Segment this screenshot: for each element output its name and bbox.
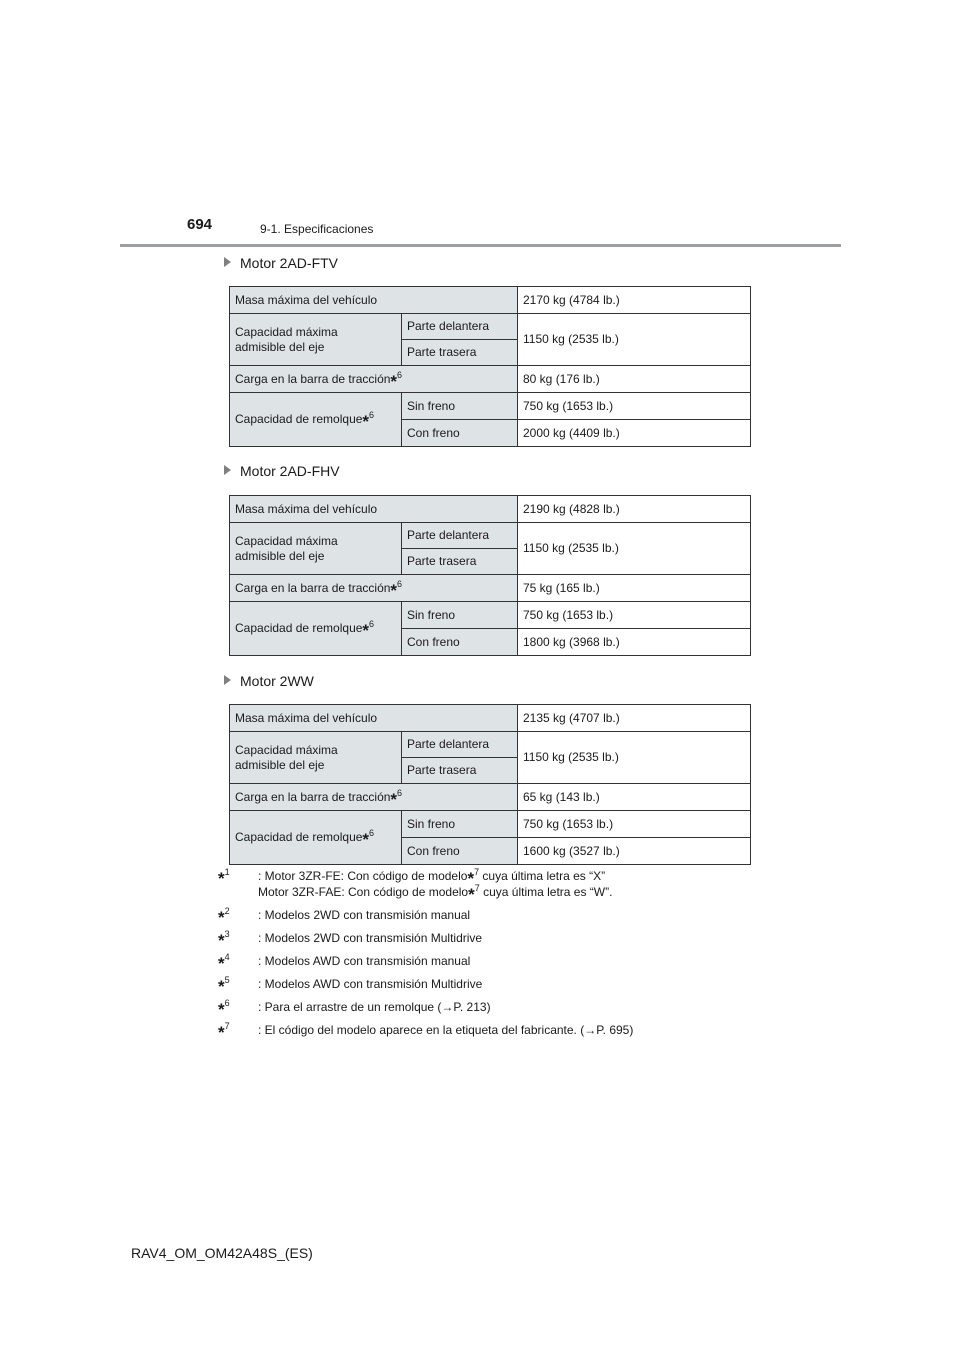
footnote-text: cuya última letra es “X” bbox=[479, 869, 606, 883]
asterisk-mark: * bbox=[218, 977, 225, 996]
footnote-number: 5 bbox=[224, 975, 230, 985]
footnote-text: : Para el arrastre de un remolque (→P. 213) bbox=[258, 1000, 491, 1014]
value-hitch: 80 kg (176 lb.) bbox=[518, 366, 751, 393]
row-towing-unbraked bbox=[230, 602, 751, 629]
footnote-ref: 7 bbox=[474, 867, 480, 877]
engine-title: Motor 2WW bbox=[240, 673, 314, 689]
label-max-mass: Masa máxima del vehículo bbox=[230, 705, 518, 732]
row-towing-unbraked bbox=[230, 811, 751, 838]
asterisk-mark: * bbox=[218, 931, 225, 950]
spec-table bbox=[229, 286, 751, 447]
footnote-text: : Motor 3ZR-FE: Con código de modelo bbox=[258, 869, 468, 883]
hitch-label-text: Carga en la barra de tracción bbox=[235, 580, 391, 595]
footnote-mark bbox=[218, 929, 230, 950]
label-axle-capacity bbox=[230, 314, 402, 366]
asterisk-mark: * bbox=[390, 789, 398, 809]
footnote-mark bbox=[218, 906, 230, 927]
value-braked: 1800 kg (3968 lb.) bbox=[518, 629, 751, 656]
asterisk-mark: * bbox=[362, 830, 370, 849]
value-braked: 2000 kg (4409 lb.) bbox=[518, 420, 751, 447]
asterisk-mark: * bbox=[390, 371, 398, 391]
footnote-5 bbox=[218, 975, 778, 996]
footnote-mark bbox=[218, 1021, 230, 1042]
hitch-label-text: Carga en la barra de tracción bbox=[235, 371, 391, 386]
label-hitch bbox=[230, 575, 518, 602]
engine-title: Motor 2AD-FHV bbox=[240, 463, 340, 479]
label-braked: Con freno bbox=[402, 629, 518, 656]
footnote-number: 1 bbox=[224, 867, 230, 877]
value-max-mass: 2190 kg (4828 lb.) bbox=[518, 496, 751, 523]
asterisk-mark: * bbox=[218, 869, 225, 888]
footnote-text: : El código del modelo aparece en la etiqueta del fabricante. (→P. 695) bbox=[258, 1023, 634, 1037]
label-unbraked: Sin freno bbox=[402, 393, 518, 420]
footnote-text: Motor 3ZR-FAE: Con código de modelo bbox=[258, 885, 469, 899]
asterisk-mark: * bbox=[218, 1023, 225, 1042]
label-rear: Parte trasera bbox=[402, 340, 518, 366]
value-unbraked: 750 kg (1653 lb.) bbox=[518, 393, 751, 420]
value-unbraked: 750 kg (1653 lb.) bbox=[518, 602, 751, 629]
value-hitch: 65 kg (143 lb.) bbox=[518, 784, 751, 811]
asterisk-mark: * bbox=[362, 621, 370, 640]
asterisk-mark: * bbox=[390, 580, 398, 600]
footnote-ref: 6 bbox=[397, 578, 403, 589]
footnote-2 bbox=[218, 906, 778, 927]
row-axle-front bbox=[230, 732, 751, 758]
label-unbraked: Sin freno bbox=[402, 602, 518, 629]
value-max-mass: 2170 kg (4784 lb.) bbox=[518, 287, 751, 314]
asterisk-mark: * bbox=[218, 908, 225, 927]
footnote-number: 3 bbox=[224, 929, 230, 939]
triangle-bullet-icon bbox=[224, 465, 231, 475]
axle-capacity-line1: Capacidad máxima bbox=[235, 742, 338, 757]
footnote-ref: 6 bbox=[397, 787, 403, 798]
label-towing bbox=[230, 602, 402, 656]
label-towing bbox=[230, 811, 402, 865]
label-towing bbox=[230, 393, 402, 447]
footnote-text: : Modelos AWD con transmisión Multidrive bbox=[258, 977, 483, 991]
value-axle: 1150 kg (2535 lb.) bbox=[518, 732, 751, 784]
asterisk-mark: * bbox=[218, 954, 225, 973]
spec-table bbox=[229, 704, 751, 865]
footnote-ref: 6 bbox=[397, 369, 403, 380]
towing-label-text: Capacidad de remolque bbox=[235, 621, 363, 635]
row-max-mass bbox=[230, 287, 751, 314]
value-hitch: 75 kg (165 lb.) bbox=[518, 575, 751, 602]
towing-label-text: Capacidad de remolque bbox=[235, 830, 363, 844]
footnote-ref: 6 bbox=[369, 410, 375, 420]
label-front: Parte delantera bbox=[402, 523, 518, 549]
document-id: RAV4_OM_OM42A48S_(ES) bbox=[131, 1245, 313, 1261]
footnote-1 bbox=[218, 867, 778, 904]
footnote-text: : Modelos 2WD con transmisión manual bbox=[258, 908, 471, 922]
row-max-mass bbox=[230, 496, 751, 523]
footnote-6 bbox=[218, 998, 778, 1019]
engine-heading bbox=[224, 255, 338, 271]
footnotes bbox=[218, 868, 778, 1045]
row-hitch bbox=[230, 784, 751, 811]
footnote-mark bbox=[218, 952, 230, 973]
label-braked: Con freno bbox=[402, 838, 518, 865]
footnote-mark bbox=[218, 998, 230, 1019]
engine-title: Motor 2AD-FTV bbox=[240, 255, 339, 271]
section-title: 9-1. Especificaciones bbox=[260, 222, 374, 236]
axle-capacity-line2: admisible del eje bbox=[235, 757, 325, 772]
footnote-text: cuya última letra es “W”. bbox=[479, 885, 613, 899]
label-front: Parte delantera bbox=[402, 314, 518, 340]
row-axle-front bbox=[230, 314, 751, 340]
label-rear: Parte trasera bbox=[402, 549, 518, 575]
asterisk-mark: * bbox=[362, 412, 370, 431]
footnote-mark bbox=[218, 975, 230, 996]
page-number: 694 bbox=[187, 216, 213, 233]
hitch-label-text: Carga en la barra de tracción bbox=[235, 789, 391, 804]
axle-capacity-line1: Capacidad máxima bbox=[235, 533, 338, 548]
engine-heading bbox=[224, 463, 340, 479]
footnote-text: : Modelos AWD con transmisión manual bbox=[258, 954, 471, 968]
towing-label-text: Capacidad de remolque bbox=[235, 412, 363, 426]
asterisk-mark: * bbox=[467, 869, 475, 888]
value-axle: 1150 kg (2535 lb.) bbox=[518, 523, 751, 575]
row-axle-front bbox=[230, 523, 751, 549]
footnote-mark bbox=[218, 867, 230, 888]
footnote-number: 2 bbox=[224, 906, 230, 916]
footnote-7 bbox=[218, 1021, 778, 1042]
label-rear: Parte trasera bbox=[402, 758, 518, 784]
footnote-ref: 7 bbox=[474, 883, 480, 893]
footnote-number: 4 bbox=[224, 952, 230, 962]
axle-capacity-line1: Capacidad máxima bbox=[235, 324, 338, 339]
engine-heading bbox=[224, 673, 314, 689]
axle-capacity-line2: admisible del eje bbox=[235, 548, 325, 563]
row-max-mass bbox=[230, 705, 751, 732]
spec-table bbox=[229, 495, 751, 656]
row-hitch bbox=[230, 575, 751, 602]
footnote-ref: 6 bbox=[369, 619, 375, 629]
label-hitch bbox=[230, 366, 518, 393]
value-axle: 1150 kg (2535 lb.) bbox=[518, 314, 751, 366]
label-hitch bbox=[230, 784, 518, 811]
label-unbraked: Sin freno bbox=[402, 811, 518, 838]
label-axle-capacity bbox=[230, 732, 402, 784]
row-towing-unbraked bbox=[230, 393, 751, 420]
row-hitch bbox=[230, 366, 751, 393]
axle-capacity-line2: admisible del eje bbox=[235, 339, 325, 354]
value-unbraked: 750 kg (1653 lb.) bbox=[518, 811, 751, 838]
label-axle-capacity bbox=[230, 523, 402, 575]
footnote-ref: 6 bbox=[369, 828, 375, 838]
header-rule bbox=[120, 244, 841, 247]
footnote-number: 7 bbox=[224, 1021, 230, 1031]
value-braked: 1600 kg (3527 lb.) bbox=[518, 838, 751, 865]
label-braked: Con freno bbox=[402, 420, 518, 447]
footnote-number: 6 bbox=[224, 998, 230, 1008]
label-front: Parte delantera bbox=[402, 732, 518, 758]
footnote-4 bbox=[218, 952, 778, 973]
triangle-bullet-icon bbox=[224, 257, 231, 267]
triangle-bullet-icon bbox=[224, 675, 231, 685]
asterisk-mark: * bbox=[218, 1000, 225, 1019]
label-max-mass: Masa máxima del vehículo bbox=[230, 287, 518, 314]
label-max-mass: Masa máxima del vehículo bbox=[230, 496, 518, 523]
asterisk-mark: * bbox=[468, 885, 475, 904]
value-max-mass: 2135 kg (4707 lb.) bbox=[518, 705, 751, 732]
footnote-text: : Modelos 2WD con transmisión Multidrive bbox=[258, 931, 483, 945]
footnote-3 bbox=[218, 929, 778, 950]
